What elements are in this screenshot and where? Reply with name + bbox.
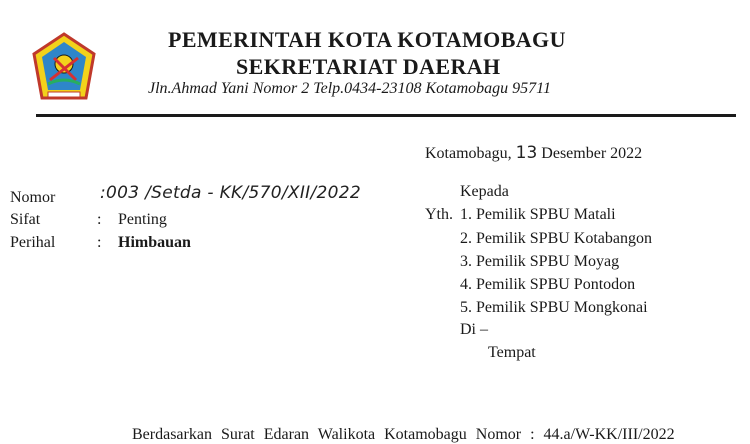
- letter-date: [425, 143, 642, 163]
- org-name: PEMERINTAH KOTA KOTAMOBAGU: [168, 27, 566, 52]
- body-first-line: Berdasarkan Surat Edaran Walikota Kotamobagu Nomor : 44.a/W-KK/III/2022: [132, 426, 675, 443]
- department-name: SEKRETARIAT DAERAH: [236, 54, 501, 79]
- perihal-colon: :: [97, 234, 102, 251]
- date-place: Kotamobagu,: [425, 145, 512, 162]
- kepada-label: Kepada: [460, 183, 509, 200]
- recipient-item: 1. Pemilik SPBU Matali: [460, 206, 616, 223]
- emblem-icon: [30, 32, 98, 104]
- office-address: Jln.Ahmad Yani Nomor 2 Telp.0434-23108 Kotamobagu 95711: [148, 80, 551, 97]
- recipient-item: 5. Pemilik SPBU Mongkonai: [460, 299, 648, 316]
- tempat-label: Tempat: [488, 344, 536, 361]
- nomor-label: Nomor: [10, 189, 56, 206]
- recipient-item: 3. Pemilik SPBU Moyag: [460, 253, 620, 270]
- sifat-value: Penting: [118, 211, 167, 228]
- sifat-colon: :: [97, 211, 102, 228]
- nomor-value-handwritten: :003 /Setda - KK/570/XII/2022: [100, 183, 361, 203]
- sifat-label: Sifat: [10, 211, 41, 228]
- perihal-label: Perihal: [10, 234, 56, 251]
- yth-label: Yth.: [425, 206, 453, 223]
- date-day-handwritten: 13: [515, 143, 538, 163]
- recipient-item: 4. Pemilik SPBU Pontodon: [460, 276, 636, 293]
- recipient-item: 2. Pemilik SPBU Kotabangon: [460, 230, 653, 247]
- di-label: Di –: [460, 321, 488, 338]
- perihal-value: Himbauan: [118, 234, 191, 251]
- header-divider: [36, 114, 736, 117]
- city-emblem-logo: [30, 32, 98, 104]
- date-month-year: Desember 2022: [541, 145, 643, 162]
